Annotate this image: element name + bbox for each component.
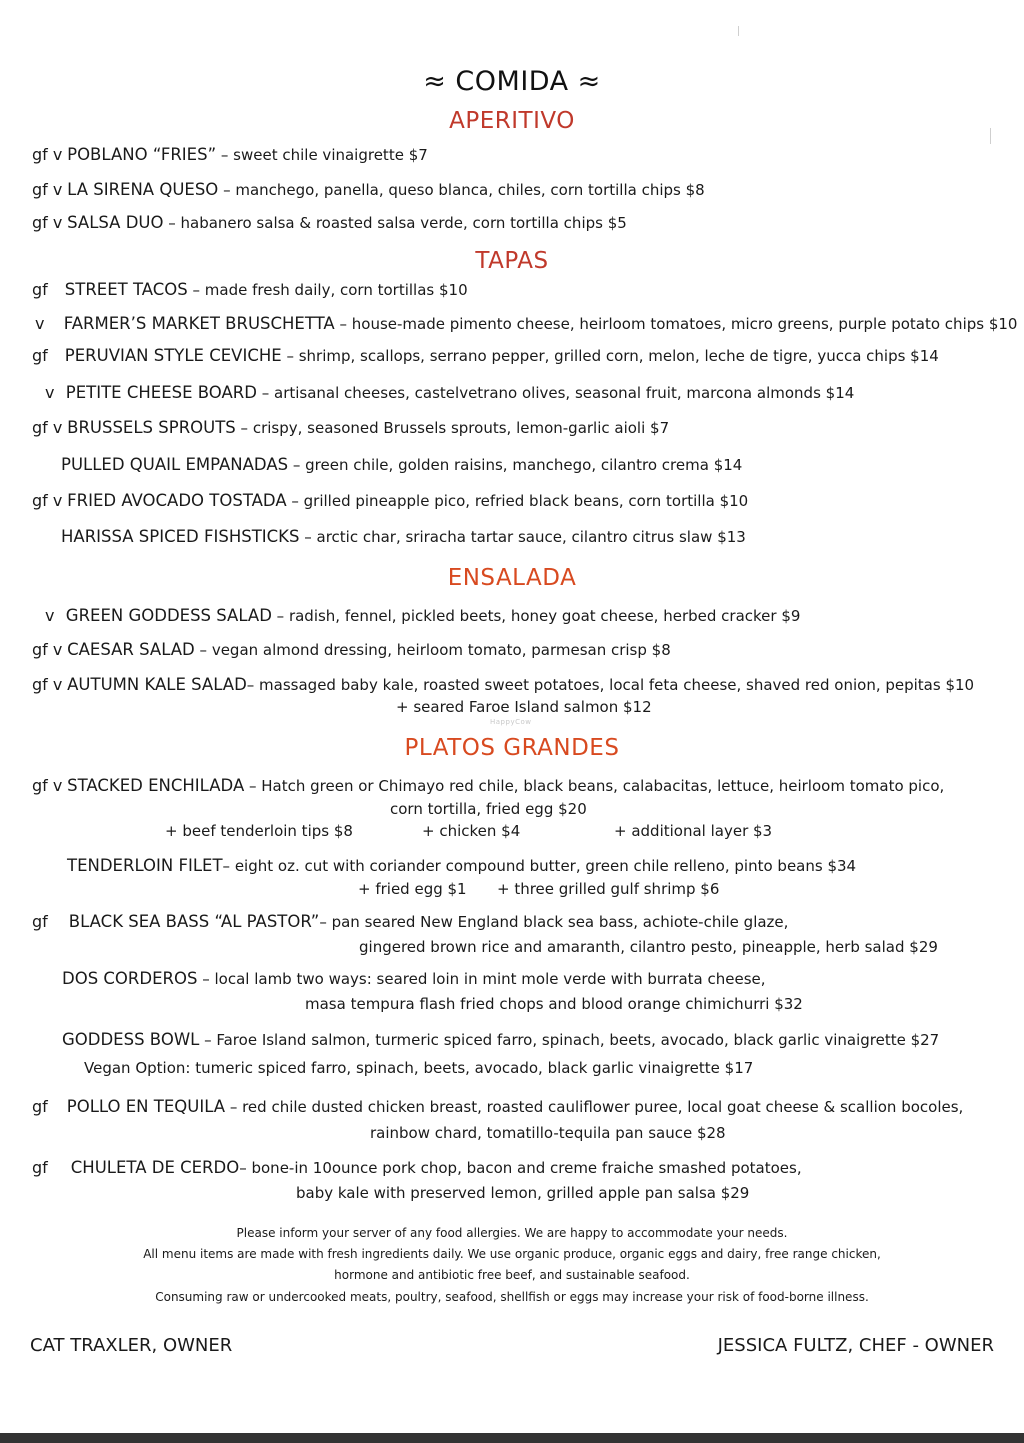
menu-item-chuleta-de-cerdo	[32, 1159, 802, 1177]
vegan-option: Vegan Option: tumeric spiced farro, spinach, beets, avocado, black garlic vinaigrette $17	[84, 1059, 754, 1077]
item-name: POBLANO “FRIES”	[67, 145, 217, 164]
menu-item-farmers-market-bruschetta	[35, 315, 1017, 333]
item-description: – vegan almond dressing, heirloom tomato, parmesan crisp $8	[194, 641, 671, 659]
dietary-tag: v	[45, 383, 55, 402]
dietary-tag: v	[35, 314, 45, 333]
allergy-note: Please inform your server of any food allergies. We are happy to accommodate your needs.	[236, 1226, 788, 1240]
menu-item-caesar-salad	[32, 641, 671, 659]
dietary-tag: gf v	[32, 213, 63, 232]
item-description: – red chile dusted chicken breast, roasted cauliflower puree, local goat cheese & scallion bocoles,	[225, 1098, 964, 1116]
dietary-tag: gf	[32, 1158, 48, 1177]
menu-title: ≈ COMIDA ≈	[423, 66, 601, 97]
item-description: – local lamb two ways: seared loin in mint mole verde with burrata cheese,	[197, 970, 766, 988]
menu-item-pulled-quail-empanadas	[61, 456, 742, 474]
item-description: – shrimp, scallops, serrano pepper, grilled corn, melon, leche de tigre, yucca chips $14	[281, 347, 939, 365]
item-description: – bone-in 10ounce pork chop, bacon and creme fraiche smashed potatoes,	[239, 1159, 802, 1177]
item-description-continued: corn tortilla, fried egg $20	[390, 800, 587, 818]
item-name: HARISSA SPICED FISHSTICKS	[61, 527, 300, 546]
food-safety-note: Consuming raw or undercooked meats, poultry, seafood, shellfish or eggs may increase your risk of food-borne illness.	[155, 1290, 869, 1304]
addon-fried-egg: + fried egg $1	[358, 880, 467, 898]
item-description: – house-made pimento cheese, heirloom tomatoes, micro greens, purple potato chips $10	[334, 315, 1018, 333]
item-description: – radish, fennel, pickled beets, honey goat cheese, herbed cracker $9	[271, 607, 801, 625]
owner-right: JESSICA FULTZ, CHEF - OWNER	[717, 1335, 994, 1356]
dietary-tag: gf v	[32, 491, 63, 510]
section-heading-platos-grandes: PLATOS GRANDES	[404, 735, 620, 761]
item-description: – grilled pineapple pico, refried black beans, corn tortilla $10	[286, 492, 749, 510]
section-heading-aperitivo: APERITIVO	[449, 108, 575, 134]
item-name: BRUSSELS SPROUTS	[67, 418, 236, 437]
item-description-continued: masa tempura flash fried chops and blood orange chimichurri $32	[305, 995, 803, 1013]
item-name: STACKED ENCHILADA	[67, 776, 245, 795]
section-heading-tapas: TAPAS	[475, 248, 549, 274]
menu-item-peruvian-ceviche	[32, 347, 939, 365]
item-name: DOS CORDEROS	[62, 969, 198, 988]
item-name: GREEN GODDESS SALAD	[65, 606, 272, 625]
owner-left: CAT TRAXLER, OWNER	[30, 1335, 233, 1356]
item-description: – manchego, panella, queso blanca, chiles, corn tortilla chips $8	[218, 181, 705, 199]
watermark: HappyCow	[490, 718, 532, 726]
menu-item-salsa-duo	[32, 214, 627, 232]
item-name: FRIED AVOCADO TOSTADA	[67, 491, 287, 510]
item-description: – habanero salsa & roasted salsa verde, corn tortilla chips $5	[163, 214, 627, 232]
menu-item-black-sea-bass	[32, 913, 788, 931]
item-description: – crispy, seasoned Brussels sprouts, lemon-garlic aioli $7	[235, 419, 670, 437]
item-description-continued: gingered brown rice and amaranth, cilantro pesto, pineapple, herb salad $29	[359, 938, 938, 956]
item-name: BLACK SEA BASS “AL PASTOR”	[68, 912, 320, 931]
menu-item-poblano-fries	[32, 146, 428, 164]
item-name: TENDERLOIN FILET	[67, 856, 223, 875]
item-name: SALSA DUO	[67, 213, 164, 232]
item-name: LA SIRENA QUESO	[67, 180, 219, 199]
menu-item-street-tacos	[32, 281, 468, 299]
dietary-tag: v	[45, 606, 55, 625]
menu-item-tenderloin-filet	[67, 857, 856, 875]
dietary-tag: gf	[32, 346, 48, 365]
dietary-tag: gf v	[32, 418, 63, 437]
dietary-tag: gf v	[32, 640, 63, 659]
item-description: – Hatch green or Chimayo red chile, black beans, calabacitas, lettuce, heirloom tomato pico,	[244, 777, 945, 795]
item-name: POLLO EN TEQUILA	[66, 1097, 226, 1116]
item-name: AUTUMN KALE SALAD	[67, 675, 247, 694]
item-name: FARMER’S MARKET BRUSCHETTA	[63, 314, 335, 333]
dietary-tag: gf	[32, 280, 48, 299]
item-description: – made fresh daily, corn tortillas $10	[187, 281, 468, 299]
item-description: – eight oz. cut with coriander compound butter, green chile relleno, pinto beans $34	[222, 857, 857, 875]
menu-item-dos-corderos	[62, 970, 766, 988]
item-description: – Faroe Island salmon, turmeric spiced farro, spinach, beets, avocado, black garlic vinaigrette $27	[199, 1031, 940, 1049]
dietary-tag: gf v	[32, 675, 63, 694]
menu-item-harissa-fishsticks	[61, 528, 746, 546]
item-name: CAESAR SALAD	[67, 640, 195, 659]
item-name: PERUVIAN STYLE CEVICHE	[64, 346, 282, 365]
item-name: STREET TACOS	[64, 280, 188, 299]
dietary-tag: gf	[32, 912, 48, 931]
dietary-tag: gf v	[32, 180, 63, 199]
item-description: – arctic char, sriracha tartar sauce, cilantro citrus slaw $13	[299, 528, 746, 546]
scan-edge-bar	[0, 1433, 1024, 1443]
ingredients-note: All menu items are made with fresh ingredients daily. We use organic produce, organic eggs and dairy, free range chicken,	[143, 1247, 881, 1261]
item-name: PULLED QUAIL EMPANADAS	[61, 455, 289, 474]
dietary-tag: gf	[32, 1097, 48, 1116]
scan-speck	[738, 26, 739, 36]
item-description: – artisanal cheeses, castelvetrano olives, seasonal fruit, marcona almonds $14	[256, 384, 855, 402]
ingredients-note-continued: hormone and antibiotic free beef, and sustainable seafood.	[334, 1268, 690, 1282]
menu-item-green-goddess-salad	[45, 607, 800, 625]
menu-item-goddess-bowl	[62, 1031, 939, 1049]
item-description-continued: baby kale with preserved lemon, grilled apple pan salsa $29	[296, 1184, 750, 1202]
menu-item-brussels-sprouts	[32, 419, 669, 437]
addon-salmon: + seared Faroe Island salmon $12	[396, 698, 652, 716]
item-description: – pan seared New England black sea bass, achiote-chile glaze,	[319, 913, 789, 931]
item-name: CHULETA DE CERDO	[70, 1158, 240, 1177]
addon-beef-tenderloin: + beef tenderloin tips $8	[165, 822, 353, 840]
menu-item-stacked-enchilada	[32, 777, 944, 795]
item-description: – green chile, golden raisins, manchego, cilantro crema $14	[288, 456, 743, 474]
item-description-continued: rainbow chard, tomatillo-tequila pan sauce $28	[370, 1124, 726, 1142]
item-description: – massaged baby kale, roasted sweet potatoes, local feta cheese, shaved red onion, pepitas $10	[246, 676, 975, 694]
addon-gulf-shrimp: + three grilled gulf shrimp $6	[497, 880, 720, 898]
dietary-tag: gf v	[32, 776, 63, 795]
dietary-tag: gf v	[32, 145, 63, 164]
addon-chicken: + chicken $4	[422, 822, 521, 840]
item-name: PETITE CHEESE BOARD	[65, 383, 257, 402]
menu-item-autumn-kale-salad	[32, 676, 974, 694]
addon-additional-layer: + additional layer $3	[614, 822, 773, 840]
item-name: GODDESS BOWL	[62, 1030, 200, 1049]
menu-item-la-sirena-queso	[32, 181, 705, 199]
menu-item-pollo-en-tequila	[32, 1098, 963, 1116]
menu-item-fried-avocado-tostada	[32, 492, 748, 510]
item-description: – sweet chile vinaigrette $7	[216, 146, 428, 164]
menu-item-petite-cheese-board	[45, 384, 854, 402]
section-heading-ensalada: ENSALADA	[447, 565, 577, 591]
